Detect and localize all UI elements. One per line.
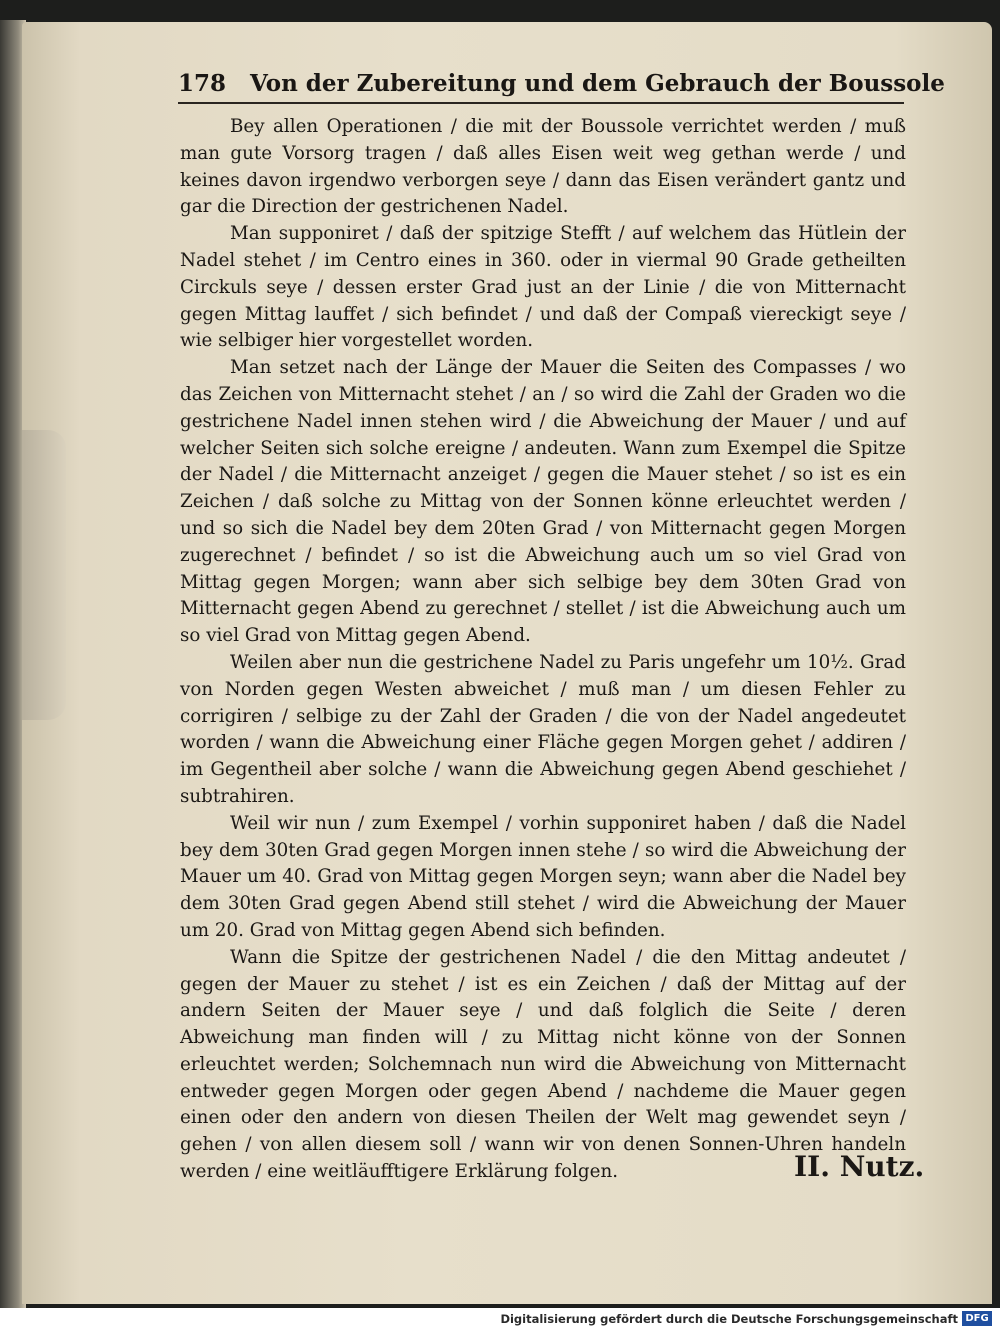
header-rule: [178, 102, 904, 104]
running-title: Von der Zubereitung und dem Gebrauch der Boussole: [250, 70, 945, 97]
paragraph: Weilen aber nun die gestrichene Nadel zu Paris ungefehr um 10½. Grad von Norden gegen Westen abweichet / muß man / um diesen Fehler zu corrigiren / selbige zu der Zahl der Graden / die von der Nadel angedeutet worden / wann die Abweichung einer Fläche gegen Morgen gehet / addiren / im Gegentheil aber solche / wann die Abweichung gegen Abend geschiehet / subtrahiren.: [180, 651, 906, 807]
dfg-logo: DFG: [962, 1311, 992, 1326]
footer-bar: [0, 1308, 1000, 1330]
paragraph: Wann die Spitze der gestrichenen Nadel / die den Mittag andeutet / gegen der Mauer zu stehet / ist es ein Zeichen / daß der Mittag auf der andern Seiten der Mauer seye / und daß folglich die Seite / deren Abweichung man finden will / zu Mittag nicht könne von der Sonnen erleuchtet werden; Solchemnach nun wird die Abweichung von Mitternacht entweder gegen Morgen oder gegen Abend / nachdeme die Mauer gegen einen oder den andern von diesen Theilen der Welt mag gewendet seyn / gehen / von allen diesem soll / wann wir von denen Sonnen-Uhren handeln werden / eine weitläufftigere Erklärung folgen.: [180, 946, 906, 1183]
funding-credit: Digitalisierung gefördert durch die Deutsche Forschungsgemeinschaft: [500, 1312, 958, 1326]
page-clip-shadow: [22, 430, 66, 720]
paragraph: Man supponiret / daß der spitzige Stefft / auf welchem das Hütlein der Nadel stehet / im Centro eines in 360. oder in viermal 90 Grade getheilten Circkuls seye / dessen erster Grad just an der Linie / die von Mitternacht gegen Mittag lauffet / sich befindet / und daß der Compaß viereckigt seye / wie selbiger hier vorgestellet worden.: [180, 223, 906, 352]
running-header: [178, 66, 945, 100]
paragraph: Weil wir nun / zum Exempel / vorhin supponiret haben / daß die Nadel bey dem 30ten Grad gegen Morgen innen stehe / so wird die Abweichung der Mauer um 40. Grad von Mittag gegen Morgen seyn; wann aber die Nadel bey dem 30ten Grad gegen Abend still stehet / wird die Abweichung der Mauer um 20. Grad von Mittag gegen Abend sich befinden.: [180, 812, 906, 941]
body-text: [180, 114, 906, 1186]
paragraph: Man setzet nach der Länge der Mauer die Seiten des Compasses / wo das Zeichen von Mitternacht stehet / an / so wird die Zahl der Graden wo die gestrichene Nadel innen stehen wird / die Abweichung der Mauer / und auf welcher Seiten sich solche ereigne / andeuten. Wann zum Exempel die Spitze der Nadel / die Mitternacht anzeiget / gegen die Mauer stehet / so ist es ein Zeichen / daß solche zu Mittag von der Sonnen könne erleuchtet werden / und so sich die Nadel bey dem 20ten Grad / von Mitternacht gegen Morgen zugerechnet / befindet / so ist die Abweichung auch um so viel Grad von Mittag gegen Morgen; wann aber sich selbige bey dem 30ten Grad von Mitternacht gegen Abend zu gerechnet / stellet / ist die Abweichung auch um so viel Grad von Mittag gegen Abend.: [180, 357, 906, 647]
catchword: II. Nutz.: [794, 1150, 925, 1183]
paragraph: Bey allen Operationen / die mit der Boussole verrichtet werden / muß man gute Vorsorg tragen / daß alles Eisen weit weg gethan werde / und keines davon irgendwo verborgen seye / dann das Eisen verändert gantz und gar die Direction der gestrichenen Nadel.: [180, 116, 906, 218]
page-number: 178: [178, 70, 227, 97]
